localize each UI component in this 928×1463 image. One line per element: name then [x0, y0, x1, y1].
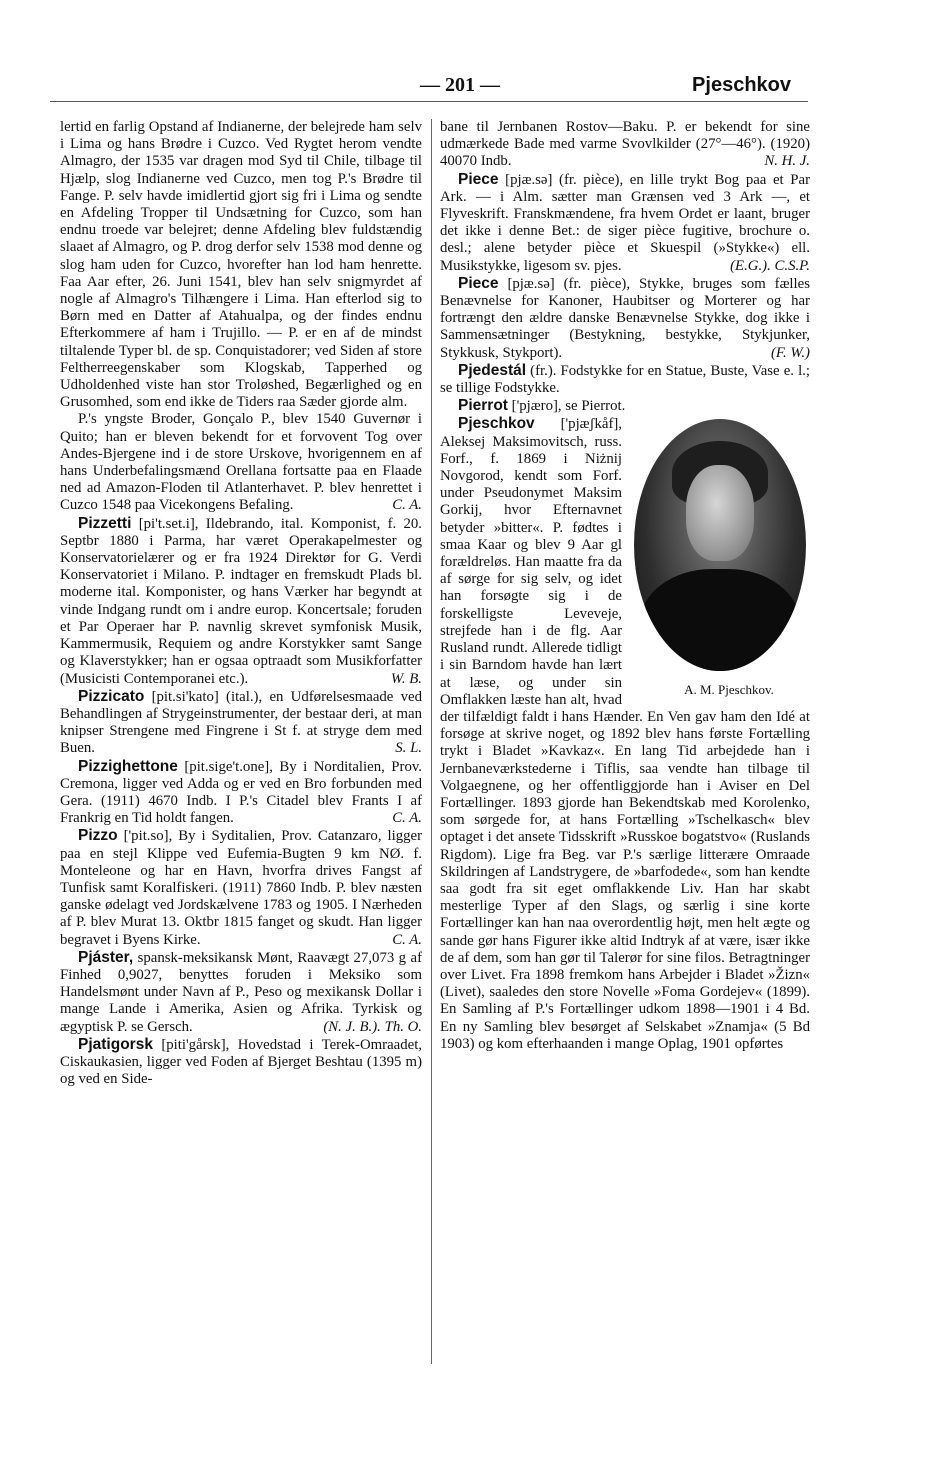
- entry-pjatigorsk-continued: [440, 119, 810, 171]
- header-rule: [50, 101, 808, 102]
- running-head: Pjeschkov: [692, 74, 791, 96]
- entry-signature: C. A.: [392, 931, 422, 948]
- entry-signature: (F. W.): [770, 344, 810, 361]
- entry-text: ['pjæʃkåf], Aleksej Maksimovitsch, russ. Forf., f. 1869 i Niżnij Novgorod, kendt som Forf. under Pseudonymet Maksim Gorkij, hvor Efternavnet betyder »bitter«. P. fødtes i smaa Kaar og blev 9 Aar gl forældreløs. Han maatte fra da af sørge for sig selv, og idet han forsøgte sig i de forskelligste Leveveje, strejfede han i de flg. Aar Rusland rundt. Allerede tidligt i sin Barndom havde han lært at læse, og under sin Omflakken læste han alt, hvad der tilfældigt faldt i hans Hænder. En Ven gav ham den Idé at forsøge at skrive noget, og 1892 blev hans første Fortælling trykt i Bladet »Kavkaz«. En lang Tid arbejdede han i Jernbaneværkstederne i Tiflis, saa vendte han tilbage til Volgaegnene, og her offentliggjorde han i Aviser en Del Fortællinger. 1893 gjorde han Bekendtskab med Korolenko, som sørgede for, at hans Fortælling »Tschelkasch« blev optaget i det ansete Tidsskrift »Russkoe bogatstvo« (Ruslands Rigdom). Lige fra Beg. var P.'s særlige litterære Omraade Skildringen af Landstrygere, de »barfodede«, som han kendte saa godt fra sit eget omflakkende Liv. Han har skabt mesterlige Typer af den Slags, og særlig i sine korte Fortællinger kan han naa overordentlig højt, men helt ægte og sande gør hans Figurer ikke altid Indtryk af at være, især ikke de af dem, som han gør til Talerør for sine filos. Betragtninger over Livet. Fra 1898 fremkom hans Arbejder i Bladet »Žizn« (Livet), saaledes den store Novelle »Foma Gordejev« (1899). En Samling af P.'s Fortællinger udkom 1898—1901 i 4 Bd. En ny Samling blev besørget af Selskabet »Znamja« (5 Bd 1903) og kom efterhaanden i mange Oplag, 1901 opførtes: [440, 416, 810, 1052]
- headword: Pizzighettone: [78, 757, 178, 775]
- entry-signature: (E.G.). C.S.P.: [730, 257, 810, 274]
- headword: Pizzetti: [78, 514, 132, 532]
- entry-text: (fr.). Fodstykke for en Statue, Buste, Vase e. l.; se tillige Fodstykke.: [440, 362, 810, 397]
- entry-pizzighettone: [60, 758, 422, 828]
- entry-pjaster: [60, 949, 422, 1036]
- entry-text: [pjæ.sə] (fr. pièce), en lille trykt Bog paa et Par Ark. — i Alm. sætter man Grænsen ved 3 Ark —, et Flyveskrift. Franskmændene, fra hvem Ordet er laant, bruger det ikke i denne Bet.: de siger pièce fugitive, brochure o. desl.; alene betyder pièce et Skuespil (»Stykke«) ell. Musikstykke, ligesom sv. pjes.: [440, 171, 810, 274]
- portrait-coat: [640, 569, 800, 671]
- entry-pizzetti: [60, 515, 422, 688]
- entry-pizarro-continued: [60, 119, 422, 411]
- entry-signature: S. L.: [395, 740, 422, 757]
- entry-text: [pjæ.sə] (fr. pièce), Stykke, bruges som fælles Benævnelse for Kanoner, Haubitser og Morterer og har fortrængt den ældre danske Benævnelse Stykke, dog ikke i Sammensætninger (Bestykning, bestykke, Stykjunker, Stykkusk, Stykport).: [440, 275, 810, 361]
- entry-piece-cannon: [440, 275, 810, 362]
- entry-text: bane til Jernbanen Rostov—Baku. P. er bekendt for sine udmærkede Bade med varme Svovlkilder (27°—46°). (1920) 40070 Indb.: [440, 119, 810, 170]
- portrait-figure: [630, 419, 810, 698]
- entry-text: [piti'gårsk], Hovedstad i Terek-Omraadet, Ciskaukasien, ligger ved Foden af Bjerget Beshtau (1395 m) og ved en Side-: [60, 1036, 422, 1088]
- entry-pizzo: [60, 827, 422, 948]
- headword: Pizzo: [78, 827, 118, 845]
- entry-pjatigorsk: [60, 1036, 422, 1089]
- page-number: — 201 —: [420, 74, 500, 96]
- entry-signature: N. H. J.: [764, 153, 810, 170]
- entry-text: P.'s yngste Broder, Gonçalo P., blev 1540 Guvernør i Quito; han er bleven bekendt for et forvovent Tog over Andes-Bjergene ind i de store Urskove, hvorigennem en af hans Underbefalingsmænd Orellana fortsatte paa en Flaade ned ad Amazon-Floden til Atlanterhavet. P. blev henrettet i Cuzco 1548 paa Vicekongens Befaling.: [60, 411, 422, 514]
- entry-pjeschkov: [440, 415, 810, 1053]
- right-column: [440, 119, 810, 1053]
- entry-piece-booklet: [440, 171, 810, 275]
- portrait-photo: [634, 419, 806, 671]
- entry-signature: C. A.: [392, 497, 422, 514]
- entry-text: lertid en farlig Opstand af Indianerne, der belejrede ham selv i Lima og hans Brødre i Cuzco. Ved Rygtet herom vendte Almagro, der 1535 var dragen mod Syd til Chile, tilbage til Hjælp, slog Indianerne ved Cuzco, men tog P.'s Brødre til Fange. P. selv havde imidlertid gjort sig fri i Lima og sendte en Afdeling Tropper til Undsætning for Cuzco, som han endnu troede var belejret; denne Afdeling blev fuldstændig slaaet af Almagro, og P. drog derfor selv 1538 mod denne og slog ham uden for Cuzco, hvorefter han lod ham henrette. Faa Aar efter, 26. Juni 1541, blev han selv snigmyrdet af nogle af Almagro's Tilhængere i Lima. Han efterlod sig to Børn med en Datter af Atahualpa, og der findes endnu Efterkommere af ham i Trujillo. — P. er en af de mindst tiltalende Typer bl. de sp. Conquistadorer; ved Siden af store Feltherreegenskaber som Klogskab, Tapperhed og Udholdenhed viste han stor Troløshed, Begærlighed og en Grusomhed, som end ikke de Tiders raa Sæder gjorde alm.: [60, 119, 422, 411]
- headword: Pizzicato: [78, 687, 145, 705]
- headword: Piece: [458, 274, 499, 292]
- entry-signature: W. B.: [390, 670, 422, 687]
- headword: Pierrot: [458, 397, 508, 415]
- entry-text: ['pit.so], By i Syditalien, Prov. Catanzaro, ligger paa en stejl Klippe ved Eufemia-Bugten 9 km NØ. f. Monteleone og har en Havn, hvorfra drives Fangst af Tunfisk samt Koralfiskeri. (1911) 7860 Indb. P. blev næsten ganske ødelagt ved Jordskælvene 1783 og 1905. I Nærheden af P. blev Murat 13. Oktbr 1815 fanget og skudt. Han ligger begravet i Byens Kirke.: [60, 828, 423, 948]
- headword: Piece: [458, 170, 499, 188]
- headword: Pjáster,: [78, 948, 134, 966]
- entry-text: [pi't.set.i], Ildebrando, ital. Komponist, f. 20. Septbr 1880 i Parma, har været Operakapelmester og Konservatorielærer og er fra 1924 Direktør for G. Verdi Konservatoriet i Milano. P. indtager en fremskudt Plads bl. moderne ital. Komponister, og hans Værker har begyndt at vinde Indgang rundt om i andre europ. Koncertsale; foruden et Par Operaer har P. navnlig skrevet symfonisk Musik, Kammermusik, Requiem og andre Korstykker samt Sange og Klaverstykker; han er ogsaa optraadt som Musikforfatter (Musicisti Contemporanei etc.).: [60, 515, 422, 687]
- entry-pierrot: [440, 397, 810, 415]
- headword: Pjatigorsk: [78, 1035, 153, 1053]
- entry-signature: C. A.: [392, 810, 422, 827]
- entry-signature: (N. J. B.). Th. O.: [323, 1018, 422, 1035]
- entry-text: ['pjæro], se Pierrot.: [511, 398, 626, 415]
- left-column: [60, 119, 422, 1088]
- portrait-caption: A. M. Pjeschkov.: [684, 682, 774, 698]
- entry-text: [pit.sige't.one], By i Norditalien, Prov. Cremona, ligger ved Adda og er ved en Bro forbunden med Gera. (1911) 4670 Indb. I P.'s Citadel blev Frants I af Frankrig en Tid holdt fangen.: [60, 758, 422, 827]
- entry-pjedestal: [440, 362, 810, 397]
- entry-text: [pit.si'kato] (ital.), en Udførelsesmaade ved Behandlingen af Strygeinstrumenter, der bestaar deri, at man knipser Strengene med Fingrene i St f. at stryge dem med Buen.: [60, 688, 422, 757]
- headword: Pjeschkov: [458, 415, 535, 433]
- headword: Pjedestál: [458, 361, 527, 379]
- entry-goncalo: [60, 411, 422, 514]
- portrait-face: [686, 465, 754, 561]
- column-divider: [431, 119, 432, 1364]
- entry-pizzicato: [60, 688, 422, 758]
- entry-text: spansk-meksikansk Mønt, Raavægt 27,073 g af Finhed 0,9027, benyttes foruden i Meksiko som Handelsmønt under Navn af P., Peso og mexikansk Dollar i mange Lande i Amerika, Asien og Afrika. Tyrkisk og ægyptisk P. se Gersch.: [60, 949, 423, 1035]
